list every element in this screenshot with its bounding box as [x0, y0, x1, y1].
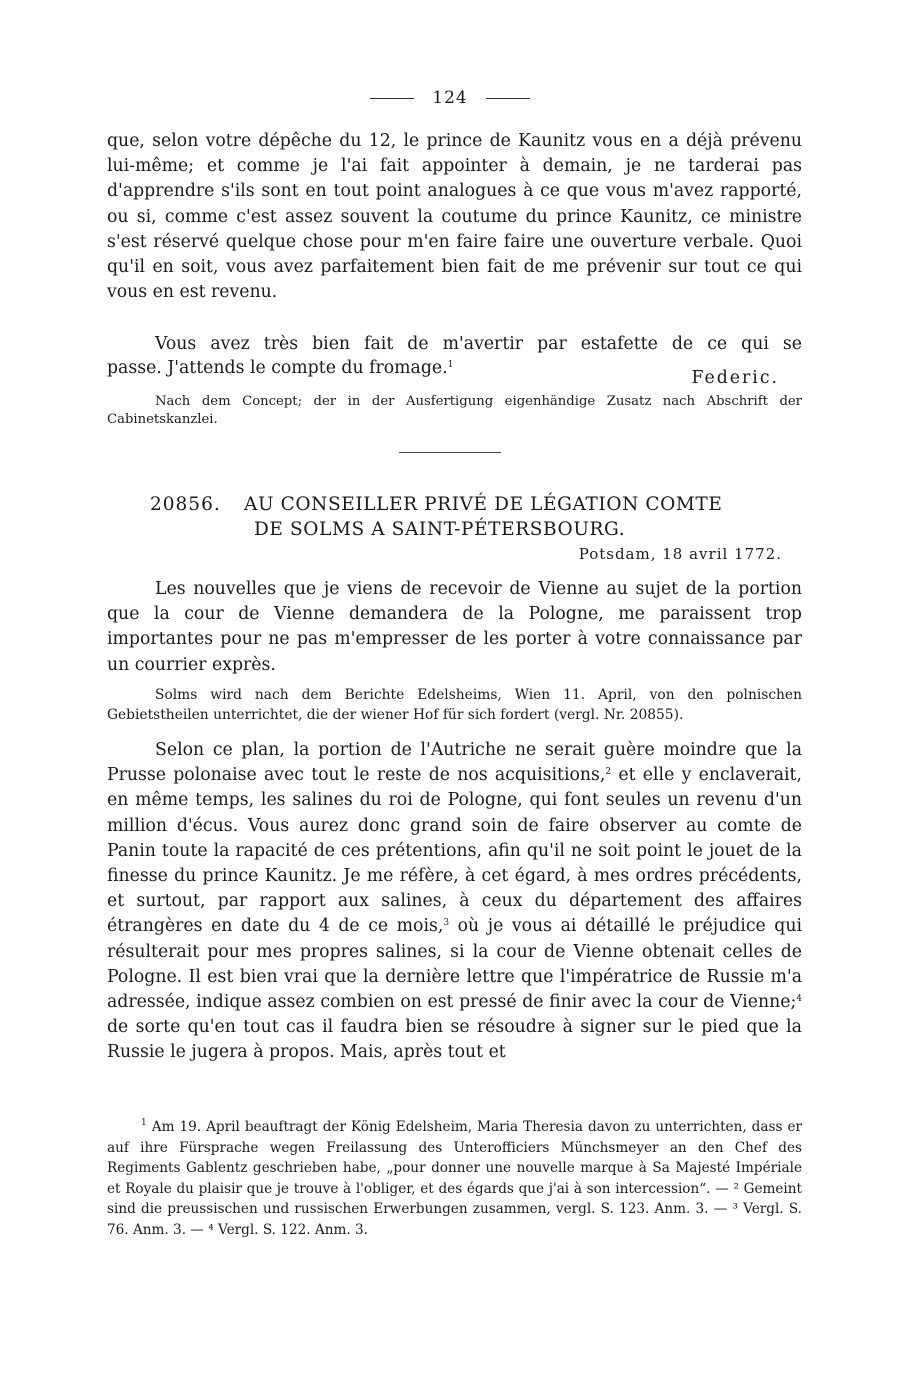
concept-note-block	[107, 393, 802, 429]
continuation-paragraph-block	[107, 129, 802, 305]
header-rule-right	[486, 98, 530, 99]
main-paragraph-part-b: et elle y enclaverait, en même temps, les salines du roi de Pologne, qui font seules un revenu d'un million d'écus. Vous aurez donc grand soin de faire observer au comte de Panin toute la rapacité de ces prétentions, afin qu'il ne soit point le jouet de la finesse du prince Kaunitz. Je me réfère, à cet égard, à mes ordres précédents, et surtout, par rapport aux salines, à ceux du département des affaires étrangères en date du 4 de ce mois,	[107, 765, 802, 937]
letter-number: 20856.	[150, 494, 221, 515]
section-divider	[399, 452, 501, 453]
main-paragraph-part-d: de sorte qu'en tout cas il faudra bien se résoudre à signer sur le pied que la Russie le jugera à propos. Mais, après tout et	[107, 1017, 802, 1063]
main-paragraph-part-a: Selon ce plan, la portion de l'Autriche ne serait guère moindre que la Prusse polonaise avec tout le reste de nos acquisitions,	[107, 740, 802, 786]
heading-line-1: AU CONSEILLER PRIVÉ DE LÉGATION COMTE	[244, 494, 723, 515]
continuation-paragraph: que, selon votre dépêche du 12, le prince de Kaunitz vous en a déjà prévenu lui-même; et comme je l'ai fait appointer à demain, je ne tarderai pas d'apprendre s'ils sont en tout point analogues à ce que vous m'avez rapporté, ou si, comme c'est assez souvent la coutume du prince Kaunitz, ce ministre s'est réservé quelque chose pour m'en faire faire une ouverture verbale. Quoi qu'il en soit, vous avez parfaitement bien fait de me prévenir sur tout ce qui vous en est revenu.	[107, 131, 802, 303]
estafette-paragraph-line2: passe. J'attends le compte du fromage.	[107, 358, 448, 378]
solms-note: Solms wird nach dem Berichte Edelsheims, Wien 11. April, von den polnischen Gebietstheilen unterrichtet, die der wiener Hof für sich fordert (vergl. Nr. 20855).	[107, 687, 802, 723]
dateline: Potsdam, 18 avril 1772.	[578, 545, 782, 563]
page-number: 124	[432, 88, 468, 108]
page-header	[0, 88, 900, 108]
footnote-mark-1: 1	[141, 1118, 147, 1128]
intro-paragraph: Les nouvelles que je viens de recevoir de Vienne au sujet de la portion que la cour de Vienne demandera de la Pologne, me paraissent trop importantes pour ne pas m'empresser de les porter à votre connaissance par un courrier exprès.	[107, 579, 802, 675]
intro-paragraph-block	[107, 577, 802, 678]
footnote-ref-1: 1	[447, 360, 454, 370]
estafette-paragraph-block	[107, 332, 802, 357]
concept-note: Nach dem Concept; der in der Ausfertigung eigenhändige Zusatz nach Abschrift der Cabinetskanzlei.	[107, 394, 802, 427]
header-rule-left	[370, 98, 414, 99]
solms-note-block	[107, 685, 802, 725]
main-paragraph-block	[107, 738, 802, 1066]
footnotes-block	[107, 1117, 802, 1241]
estafette-paragraph-line1: Vous avez très bien fait de m'avertir par estafette de ce qui se	[155, 334, 802, 354]
main-paragraph-part-c: où je vous ai détaillé le préjudice qui résulterait pour mes propres salines, si la cour de Vienne obtenait celles de Pologne. Il est bien vrai que la dernière lettre que l'impératrice de Russie m'a adressée, indique assez combien on est pressé de finir avec la cour de Vienne;	[107, 916, 802, 1013]
signature: Federic.	[691, 368, 779, 388]
main-paragraph	[107, 738, 802, 1066]
footnotes-text: Am 19. April beauftragt der König Edelsheim, Maria Theresia davon zu unterrichten, dass er auf ihre Fürsprache wegen Freilassung des Unterofficiers Münchsmeyer an den Chef des Regiments Gablentz geschrieben habe, „pour donner une nouvelle marque à Sa Majesté Impériale et Royale du plaisir que je trouve à l'obliger, et des égards que j'ai à son intercession“. — ² Gemeint sind die preussischen und russischen Erwerbungen zusammen, vergl. S. 123. Anm. 3. — ³ Vergl. S. 76. Anm. 3. — ⁴ Vergl. S. 122. Anm. 3.	[107, 1119, 802, 1238]
heading-line-2: DE SOLMS A SAINT-PÉTERSBOURG.	[254, 519, 626, 540]
footnote-ref-3: 3	[443, 918, 450, 929]
estafette-closing-line	[107, 356, 802, 388]
footnote-ref-4: 4	[796, 994, 802, 1005]
footnote-ref-2: 2	[605, 767, 612, 778]
footnotes	[107, 1117, 802, 1241]
